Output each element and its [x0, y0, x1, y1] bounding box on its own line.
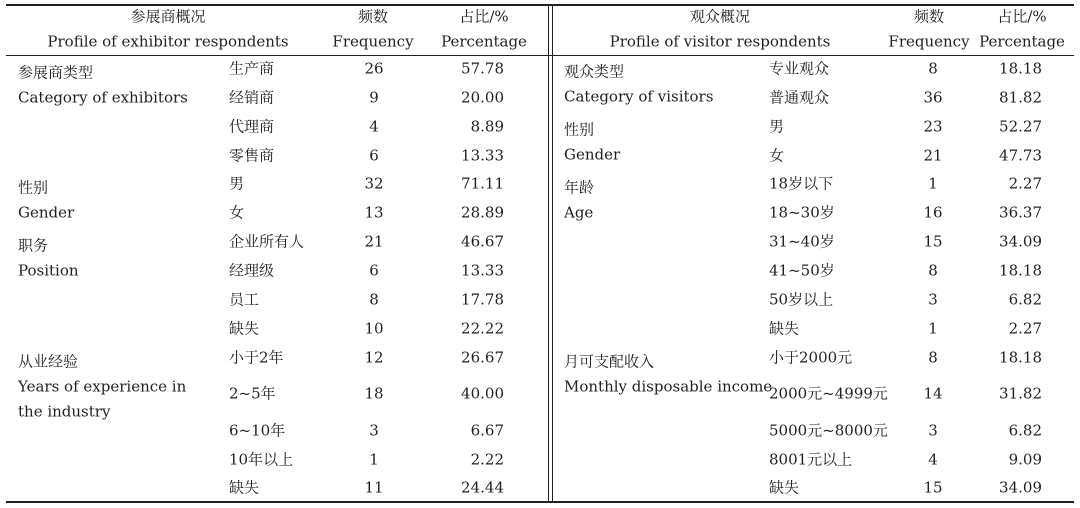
left-row-item: 零售商 — [229, 146, 275, 165]
right-row-frequency: 36 — [923, 88, 943, 107]
right-row-percentage: 81.82 — [999, 88, 1042, 107]
left-row-item: 2~5年 — [229, 384, 276, 403]
right-row-item: 男 — [769, 117, 785, 136]
left-row-frequency: 12 — [364, 348, 384, 367]
left-row-frequency: 4 — [369, 117, 379, 136]
column-divider-left — [548, 4, 549, 503]
left-row-percentage: 6.67 — [470, 421, 504, 440]
income-label-cn: 月可支配收入 — [564, 352, 655, 371]
left-row-percentage: 20.00 — [461, 88, 504, 107]
left-row-item: 代理商 — [229, 117, 275, 136]
header-rule — [6, 55, 1074, 56]
left-row-frequency: 13 — [364, 203, 384, 222]
age-label-cn: 年龄 — [564, 178, 595, 197]
left-row-item: 男 — [229, 174, 245, 193]
age-label-en: Age — [564, 203, 594, 222]
left-row-frequency: 9 — [369, 88, 379, 107]
left-percentage-header-en: Percentage — [441, 32, 527, 51]
right-row-item: 女 — [769, 146, 785, 165]
left-row-percentage: 28.89 — [461, 203, 504, 222]
experience-label-en-line2: the industry — [18, 402, 111, 421]
exhibitor-category-label-cn: 参展商类型 — [18, 63, 94, 82]
left-row-item: 经理级 — [229, 261, 275, 280]
top-rule — [6, 4, 1074, 6]
right-row-frequency: 3 — [928, 290, 938, 309]
right-row-percentage: 9.09 — [1008, 450, 1042, 469]
right-frequency-header-en: Frequency — [888, 32, 970, 51]
left-row-percentage: 2.22 — [470, 450, 504, 469]
left-row-percentage: 8.89 — [470, 117, 504, 136]
right-row-frequency: 1 — [928, 319, 938, 338]
right-row-frequency: 16 — [923, 203, 943, 222]
position-label-cn: 职务 — [18, 236, 49, 255]
right-row-percentage: 52.27 — [999, 117, 1042, 136]
left-row-percentage: 57.78 — [461, 59, 504, 78]
right-row-percentage: 47.73 — [999, 146, 1042, 165]
right-row-item: 缺失 — [769, 319, 800, 338]
left-row-percentage: 40.00 — [461, 384, 504, 403]
right-row-item: 小于2000元 — [769, 348, 853, 367]
right-row-frequency: 8 — [928, 59, 938, 78]
exhibitor-gender-label-en: Gender — [18, 203, 75, 222]
left-row-item: 经销商 — [229, 88, 275, 107]
right-row-item: 50岁以上 — [769, 290, 834, 309]
left-row-frequency: 26 — [364, 59, 384, 78]
left-row-frequency: 18 — [364, 384, 384, 403]
left-row-item: 10年以上 — [229, 450, 294, 469]
visitor-category-label-en: Category of visitors — [564, 87, 714, 106]
right-row-item: 31~40岁 — [769, 232, 835, 251]
right-row-item: 5000元~8000元 — [769, 421, 888, 440]
left-row-frequency: 32 — [364, 174, 384, 193]
right-row-percentage: 18.18 — [999, 261, 1042, 280]
right-row-percentage: 2.27 — [1008, 174, 1042, 193]
left-row-percentage: 24.44 — [461, 478, 504, 497]
left-row-percentage: 13.33 — [461, 146, 504, 165]
experience-label-cn: 从业经验 — [18, 352, 79, 371]
left-frequency-header-en: Frequency — [332, 32, 414, 51]
left-row-frequency: 3 — [369, 421, 379, 440]
right-row-percentage: 2.27 — [1008, 319, 1042, 338]
right-row-frequency: 21 — [923, 146, 943, 165]
left-row-frequency: 6 — [369, 261, 379, 280]
left-row-frequency: 10 — [364, 319, 384, 338]
right-frequency-header-cn: 频数 — [913, 7, 945, 26]
right-row-frequency: 3 — [928, 421, 938, 440]
exhibitor-gender-label-cn: 性别 — [18, 178, 49, 197]
left-row-frequency: 21 — [364, 232, 384, 251]
left-row-frequency: 8 — [369, 290, 379, 309]
right-row-percentage: 18.18 — [999, 59, 1042, 78]
right-row-item: 专业观众 — [769, 59, 830, 78]
visitor-profile-title-cn: 观众概况 — [689, 7, 751, 26]
right-row-percentage: 6.82 — [1008, 421, 1042, 440]
right-row-frequency: 1 — [928, 174, 938, 193]
left-row-item: 生产商 — [229, 59, 275, 78]
left-row-item: 6~10年 — [229, 421, 286, 440]
right-row-percentage: 34.09 — [999, 232, 1042, 251]
right-row-percentage: 34.09 — [999, 478, 1042, 497]
column-divider-right — [552, 4, 553, 503]
exhibitor-category-label-en: Category of exhibitors — [18, 88, 188, 107]
left-row-item: 小于2年 — [229, 348, 284, 367]
right-row-item: 普通观众 — [769, 88, 830, 107]
left-row-percentage: 46.67 — [461, 232, 504, 251]
visitor-gender-label-en: Gender — [564, 145, 621, 164]
right-percentage-header-en: Percentage — [979, 32, 1065, 51]
right-row-item: 缺失 — [769, 478, 800, 497]
right-percentage-header-cn: 占比/% — [997, 7, 1047, 26]
left-row-item: 企业所有人 — [229, 232, 305, 251]
right-row-item: 8001元以上 — [769, 450, 853, 469]
left-row-frequency: 11 — [364, 478, 384, 497]
experience-label-en-line1: Years of experience in — [18, 377, 187, 396]
left-row-frequency: 6 — [369, 146, 379, 165]
left-row-percentage: 17.78 — [461, 290, 504, 309]
left-row-item: 员工 — [229, 290, 260, 309]
left-row-item: 女 — [229, 203, 245, 222]
left-row-frequency: 1 — [369, 450, 379, 469]
left-row-percentage: 26.67 — [461, 348, 504, 367]
left-frequency-header-cn: 频数 — [357, 7, 389, 26]
right-row-frequency: 15 — [923, 478, 943, 497]
bottom-rule — [6, 501, 1074, 503]
income-label-en: Monthly disposable income — [564, 377, 773, 396]
exhibitor-profile-title-cn: 参展商概况 — [130, 7, 206, 26]
left-row-item: 缺失 — [229, 319, 260, 338]
left-row-item: 缺失 — [229, 478, 260, 497]
visitor-gender-label-cn: 性别 — [564, 120, 595, 139]
left-row-percentage: 71.11 — [461, 174, 504, 193]
left-row-percentage: 13.33 — [461, 261, 504, 280]
position-label-en: Position — [18, 261, 79, 280]
right-row-frequency: 14 — [923, 384, 943, 403]
exhibitor-profile-title-en: Profile of exhibitor respondents — [47, 32, 289, 51]
right-row-frequency: 23 — [923, 117, 943, 136]
visitor-category-label-cn: 观众类型 — [564, 62, 625, 81]
left-percentage-header-cn: 占比/% — [459, 7, 509, 26]
right-row-percentage: 31.82 — [999, 384, 1042, 403]
right-row-item: 41~50岁 — [769, 261, 835, 280]
right-row-frequency: 8 — [928, 261, 938, 280]
right-row-item: 2000元~4999元 — [769, 384, 888, 403]
right-row-percentage: 6.82 — [1008, 290, 1042, 309]
right-row-frequency: 8 — [928, 348, 938, 367]
right-row-percentage: 18.18 — [999, 348, 1042, 367]
right-row-frequency: 4 — [928, 450, 938, 469]
right-row-percentage: 36.37 — [999, 203, 1042, 222]
right-row-item: 18岁以下 — [769, 174, 834, 193]
left-row-percentage: 22.22 — [461, 319, 504, 338]
visitor-profile-title-en: Profile of visitor respondents — [609, 32, 831, 51]
right-row-item: 18~30岁 — [769, 203, 835, 222]
right-row-frequency: 15 — [923, 232, 943, 251]
